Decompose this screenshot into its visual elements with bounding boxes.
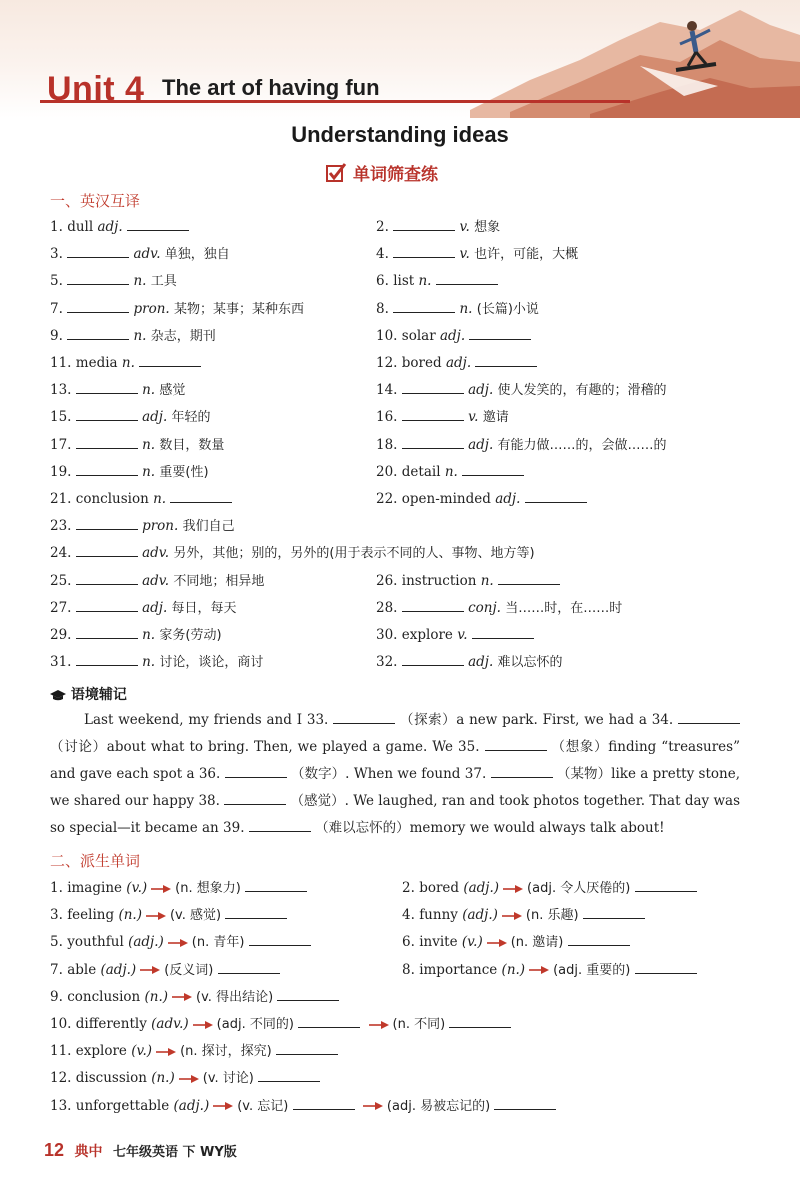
- answer-blank[interactable]: [76, 406, 138, 421]
- vocab-item: [50, 434, 224, 456]
- unit-label: Unit 4: [47, 70, 145, 108]
- item-number: 2.: [402, 880, 415, 896]
- answer-blank[interactable]: [333, 709, 395, 724]
- answer-blank[interactable]: [293, 1095, 355, 1110]
- item-pos: adj.: [495, 491, 521, 507]
- item-meaning: 有能力做……的，会做……的: [497, 437, 667, 453]
- graduation-cap-icon: [50, 689, 66, 701]
- vocab-item: [376, 651, 563, 673]
- arrow-right-icon: [168, 938, 188, 948]
- publisher-logo: 典中: [74, 1143, 103, 1159]
- item-pos: n.: [133, 327, 147, 344]
- item-pos: (n.): [144, 988, 169, 1005]
- vocab-item: [50, 597, 237, 619]
- item-pos: adj.: [97, 219, 123, 235]
- vocab-item: [50, 352, 201, 373]
- item-target: (n. 探讨，探究): [180, 1044, 272, 1060]
- answer-blank[interactable]: [678, 709, 740, 724]
- answer-blank[interactable]: [76, 597, 138, 612]
- item-pos: n.: [142, 382, 156, 399]
- item-number: 3.: [50, 246, 63, 263]
- item-word: explore: [401, 627, 453, 643]
- item-pos: (v.): [126, 880, 148, 896]
- context-segment: （感觉）. We laughed, ran and took photos together. That day was so special—it became an 39.: [50, 793, 740, 836]
- context-paragraph: [50, 707, 740, 842]
- item-word: instruction: [401, 572, 477, 589]
- answer-blank[interactable]: [67, 298, 129, 313]
- context-segment: （某物）like a pretty stone, we shared our happy 38.: [50, 766, 741, 809]
- unit-title: The art of having fun: [162, 75, 380, 100]
- item-pos: (adj.): [128, 934, 164, 951]
- answer-blank[interactable]: [225, 904, 287, 919]
- item-pos: (v.): [461, 934, 483, 951]
- answer-blank[interactable]: [224, 790, 286, 805]
- arrow-right-icon: [146, 911, 166, 921]
- vocab-item: [376, 597, 622, 619]
- arrow-right-icon: [487, 938, 507, 948]
- item-meaning: 年轻的: [171, 410, 211, 426]
- vocab-item: [50, 651, 263, 673]
- item-target: (v. 讨论): [202, 1071, 254, 1087]
- context-heading: [50, 684, 127, 704]
- derivation-item: [50, 1040, 338, 1062]
- answer-blank[interactable]: [485, 736, 547, 751]
- answer-blank[interactable]: [393, 298, 455, 313]
- answer-blank[interactable]: [276, 1040, 338, 1055]
- answer-blank[interactable]: [472, 624, 534, 639]
- derivation-item: [50, 1067, 320, 1089]
- item-number: 26.: [376, 572, 398, 589]
- item-word: funny: [419, 907, 458, 924]
- item-number: 8.: [376, 300, 389, 317]
- derivation-item: [50, 986, 339, 1008]
- item-pos: pron.: [133, 300, 170, 317]
- vocab-item: [50, 406, 211, 428]
- answer-blank[interactable]: [436, 270, 498, 285]
- item-target-2: (n. 不同): [392, 1017, 446, 1032]
- answer-blank[interactable]: [469, 325, 531, 340]
- item-pos: (n.): [501, 961, 526, 978]
- item-number: 11.: [50, 355, 72, 371]
- item-word: unforgettable: [75, 1097, 170, 1114]
- item-word: dull: [67, 219, 94, 235]
- item-pos: adv.: [142, 545, 170, 562]
- context-segment: （难以忘怀的）memory we would always talk about!: [315, 820, 665, 836]
- arrow-right-icon: [140, 965, 160, 975]
- item-pos: v.: [457, 627, 468, 643]
- section-title: Understanding ideas: [291, 122, 509, 147]
- answer-blank[interactable]: [393, 243, 455, 258]
- item-number: 23.: [50, 518, 72, 535]
- item-word: solar: [401, 327, 436, 344]
- vocab-item: [50, 298, 304, 320]
- answer-blank[interactable]: [76, 379, 138, 394]
- item-pos: adj.: [439, 327, 466, 344]
- answer-blank[interactable]: [127, 216, 189, 231]
- context-segment: Last weekend, my friends and I 33.: [84, 712, 334, 728]
- item-number: 1.: [50, 880, 63, 896]
- item-meaning: 使人发笑的，有趣的；滑稽的: [497, 383, 667, 399]
- item-pos: n.: [142, 436, 156, 453]
- item-number: 22.: [376, 491, 398, 507]
- page-footer: [44, 1140, 237, 1161]
- item-pos: n.: [418, 273, 432, 290]
- item-meaning: 每日，每天: [171, 600, 237, 616]
- answer-blank[interactable]: [583, 904, 645, 919]
- item-meaning: 当……时，在……时: [505, 600, 623, 616]
- arrow-right-icon: [369, 1020, 389, 1030]
- answer-blank[interactable]: [76, 570, 138, 585]
- item-number: 5.: [50, 273, 63, 290]
- item-meaning: 单独，独自: [164, 247, 230, 263]
- item-number: 13.: [50, 382, 72, 399]
- item-word: conclusion: [67, 988, 141, 1005]
- item-pos: n.: [133, 273, 147, 290]
- item-pos: conj.: [468, 599, 501, 616]
- item-number: 15.: [50, 409, 72, 426]
- answer-blank[interactable]: [525, 488, 587, 503]
- arrow-right-icon: [213, 1101, 233, 1111]
- answer-blank[interactable]: [76, 461, 138, 476]
- item-number: 16.: [376, 409, 398, 426]
- vocab-item: [376, 325, 531, 346]
- arrow-right-icon: [179, 1074, 199, 1084]
- answer-blank[interactable]: [245, 877, 307, 892]
- answer-blank[interactable]: [635, 959, 697, 974]
- item-meaning: 难以忘怀的: [497, 655, 563, 671]
- answer-blank[interactable]: [298, 1013, 360, 1028]
- item-word: invite: [419, 934, 458, 951]
- item-word: explore: [75, 1043, 127, 1060]
- answer-blank[interactable]: [402, 597, 464, 612]
- derivation-item: [402, 931, 630, 953]
- answer-blank[interactable]: [67, 325, 129, 340]
- vocab-item: [50, 216, 189, 237]
- item-meaning: 邀请: [482, 410, 509, 426]
- vocab-item: [50, 325, 216, 347]
- vocab-item: [50, 270, 177, 292]
- item-pos: pron.: [142, 518, 179, 535]
- item-meaning: 感觉: [159, 383, 186, 399]
- item-number: 2.: [376, 219, 389, 235]
- item-pos: n.: [142, 627, 156, 643]
- item-word: imagine: [67, 880, 122, 896]
- vocab-item: [376, 488, 587, 509]
- item-pos: adj.: [468, 654, 494, 671]
- vocab-item: [376, 434, 667, 456]
- item-pos: v.: [459, 246, 470, 263]
- item-target: (n. 乐趣): [525, 908, 579, 924]
- item-number: 10.: [376, 327, 398, 344]
- answer-blank[interactable]: [139, 352, 201, 367]
- subsection-header: [325, 160, 438, 188]
- item-meaning: 杂志，期刊: [150, 328, 216, 344]
- answer-blank[interactable]: [635, 877, 697, 892]
- answer-blank[interactable]: [393, 216, 455, 231]
- derivation-item: [50, 904, 287, 926]
- item-number: 14.: [376, 382, 398, 399]
- item-number: 7.: [50, 300, 63, 317]
- book-title: 七年级英语 下 WY版: [112, 1145, 237, 1160]
- arrow-right-icon: [363, 1101, 383, 1111]
- answer-blank[interactable]: [76, 515, 138, 530]
- item-pos: adv.: [142, 572, 170, 589]
- item-pos: (v.): [131, 1043, 153, 1060]
- item-number: 10.: [50, 1016, 72, 1032]
- item-number: 27.: [50, 599, 72, 616]
- item-word: list: [393, 273, 415, 290]
- item-pos: v.: [468, 409, 479, 426]
- item-word: conclusion: [75, 491, 149, 507]
- item-number: 1.: [50, 219, 63, 235]
- vocab-item: [50, 570, 264, 592]
- item-word: importance: [419, 961, 498, 978]
- answer-blank[interactable]: [218, 959, 280, 974]
- item-pos: adj.: [445, 355, 472, 371]
- vocab-item: [50, 379, 185, 401]
- item-pos: (adj.): [463, 880, 500, 896]
- item-number: 17.: [50, 436, 72, 453]
- item-number: 7.: [50, 961, 63, 978]
- vocab-item: [376, 624, 534, 645]
- item-meaning: 某物；某事；某种东西: [174, 301, 305, 317]
- part2-heading: 二、派生单词: [50, 852, 141, 870]
- item-meaning: (长篇)小说: [476, 301, 539, 317]
- arrow-right-icon: [502, 911, 522, 921]
- item-number: 3.: [50, 907, 63, 924]
- answer-blank[interactable]: [568, 931, 630, 946]
- arrow-right-icon: [156, 1047, 176, 1057]
- item-pos: (adj.): [462, 907, 498, 924]
- item-pos: (adv.): [151, 1016, 189, 1032]
- item-pos: n.: [459, 300, 473, 317]
- vocab-item: [376, 298, 539, 320]
- answer-blank[interactable]: [491, 763, 553, 778]
- answer-blank[interactable]: [449, 1013, 511, 1028]
- item-number: 18.: [376, 436, 398, 453]
- context-segment: （想象）finding “treasures” and gave each spot a 36.: [50, 739, 740, 782]
- item-pos: n.: [142, 463, 156, 480]
- item-number: 29.: [50, 627, 72, 643]
- item-pos: v.: [459, 219, 470, 235]
- item-number: 32.: [376, 654, 398, 671]
- item-word: differently: [75, 1016, 147, 1032]
- item-number: 6.: [376, 273, 389, 290]
- item-number: 20.: [376, 463, 398, 480]
- item-meaning: 也许，可能，大概: [474, 247, 579, 263]
- answer-blank[interactable]: [402, 434, 464, 449]
- item-number: 4.: [402, 907, 415, 924]
- answer-blank[interactable]: [170, 488, 232, 503]
- item-pos: n.: [480, 572, 494, 589]
- answer-blank[interactable]: [67, 243, 129, 258]
- item-pos: (n.): [118, 907, 142, 924]
- answer-blank[interactable]: [249, 817, 311, 832]
- item-target: (n. 邀请): [510, 935, 564, 951]
- answer-blank[interactable]: [494, 1095, 556, 1110]
- item-word: able: [67, 961, 97, 978]
- derivation-item: [50, 1095, 556, 1117]
- item-target: (v. 忘记): [237, 1098, 289, 1114]
- answer-blank[interactable]: [498, 570, 560, 585]
- answer-blank[interactable]: [277, 986, 339, 1001]
- derivation-item: [402, 959, 697, 981]
- derivation-item: [50, 1013, 511, 1035]
- item-word: feeling: [67, 907, 115, 924]
- vocab-item: [50, 243, 230, 265]
- item-number: 30.: [376, 627, 398, 643]
- part1-heading: 一、英汉互译: [50, 192, 141, 210]
- item-pos: (adj.): [173, 1097, 210, 1114]
- item-word: bored: [419, 880, 460, 896]
- answer-blank[interactable]: [76, 651, 138, 666]
- vocab-item: [376, 243, 578, 265]
- item-target: (adj. 重要的): [553, 962, 631, 978]
- context-segment: （数字）. When we found 37.: [291, 766, 491, 782]
- item-word: youthful: [67, 934, 124, 951]
- item-meaning: 数目，数量: [159, 437, 225, 453]
- item-number: 9.: [50, 327, 63, 344]
- checkbox-check-icon: [325, 162, 347, 184]
- context-heading-text: 语境辅记: [70, 687, 127, 703]
- item-meaning: 讨论，谈论，商讨: [159, 655, 264, 671]
- answer-blank[interactable]: [76, 624, 138, 639]
- item-meaning: 我们自己: [182, 519, 235, 535]
- item-target-2: (adj. 易被忘记的): [386, 1098, 491, 1114]
- item-pos: (adj.): [100, 961, 137, 978]
- context-segment: （讨论）about what to bring. Then, we played a game. We 35.: [50, 739, 485, 755]
- answer-blank[interactable]: [67, 270, 129, 285]
- arrow-right-icon: [172, 992, 192, 1002]
- subsection-title: 单词筛查练: [353, 165, 438, 185]
- vocab-item: [376, 352, 537, 373]
- vocab-item: [376, 570, 560, 591]
- item-target: (v. 得出结论): [196, 989, 274, 1005]
- item-target: (adj. 令人厌倦的): [527, 881, 631, 896]
- item-number: 12.: [376, 355, 398, 371]
- derivation-item: [50, 931, 311, 953]
- item-number: 11.: [50, 1043, 72, 1060]
- arrow-right-icon: [503, 884, 523, 894]
- vocab-item: [376, 406, 509, 428]
- item-pos: adv.: [133, 246, 161, 263]
- item-target: (adj. 不同的): [216, 1017, 294, 1032]
- vocab-item: [50, 461, 209, 483]
- answer-blank[interactable]: [76, 434, 138, 449]
- answer-blank[interactable]: [475, 352, 537, 367]
- item-meaning: 不同地；相异地: [173, 573, 265, 589]
- item-pos: adj.: [142, 409, 168, 426]
- item-number: 5.: [50, 934, 63, 951]
- item-pos: n.: [153, 491, 167, 507]
- answer-blank[interactable]: [402, 651, 464, 666]
- answer-blank[interactable]: [225, 763, 287, 778]
- vocab-item: [50, 542, 535, 564]
- vocab-item: [376, 379, 667, 401]
- answer-blank[interactable]: [249, 931, 311, 946]
- arrow-right-icon: [529, 965, 549, 975]
- item-pos: n.: [142, 654, 156, 671]
- arrow-right-icon: [193, 1020, 213, 1030]
- item-target: (n. 青年): [191, 935, 245, 951]
- item-meaning: 家务(劳动): [159, 628, 222, 643]
- item-number: 12.: [50, 1070, 72, 1087]
- item-pos: adj.: [142, 599, 168, 616]
- item-word: detail: [401, 463, 441, 480]
- item-pos: adj.: [468, 382, 494, 399]
- answer-blank[interactable]: [258, 1067, 320, 1082]
- vocab-item: [50, 624, 222, 646]
- vocab-item: [376, 270, 498, 291]
- item-pos: n.: [444, 463, 458, 480]
- vocab-item: [376, 216, 500, 238]
- item-number: 25.: [50, 572, 72, 589]
- item-meaning: 工具: [150, 274, 177, 290]
- item-pos: n.: [121, 355, 135, 371]
- page-number: 12: [44, 1140, 65, 1160]
- answer-blank[interactable]: [462, 461, 524, 476]
- item-word: open-minded: [401, 491, 491, 507]
- answer-blank[interactable]: [402, 406, 464, 421]
- item-word: discussion: [75, 1070, 147, 1087]
- item-meaning: 想象: [474, 220, 501, 235]
- vocab-item: [50, 488, 232, 509]
- item-number: 9.: [50, 988, 63, 1005]
- item-number: 13.: [50, 1097, 72, 1114]
- derivation-item: [50, 959, 280, 981]
- arrow-right-icon: [151, 884, 171, 894]
- item-number: 24.: [50, 545, 72, 562]
- item-target: (反义词): [164, 962, 214, 978]
- item-target: (n. 想象力): [175, 881, 241, 896]
- item-number: 6.: [402, 934, 415, 951]
- item-number: 31.: [50, 654, 72, 671]
- item-target: (v. 感觉): [169, 908, 222, 924]
- vocab-item: [50, 515, 235, 537]
- item-word: media: [75, 355, 118, 371]
- item-pos: adj.: [468, 436, 494, 453]
- item-word: bored: [401, 355, 442, 371]
- item-number: 21.: [50, 491, 72, 507]
- answer-blank[interactable]: [76, 542, 138, 557]
- item-meaning: 重要(性): [159, 464, 209, 480]
- derivation-item: [402, 904, 645, 926]
- derivation-item: [402, 877, 697, 899]
- item-meaning: 另外，其他；别的，另外的(用于表示不同的人、事物、地方等): [173, 546, 535, 562]
- item-number: 19.: [50, 463, 72, 480]
- context-segment: （探索）a new park. First, we had a 34.: [400, 712, 679, 728]
- item-number: 4.: [376, 246, 389, 263]
- item-number: 8.: [402, 961, 415, 978]
- answer-blank[interactable]: [402, 379, 464, 394]
- derivation-item: [50, 877, 307, 899]
- item-pos: (n.): [151, 1070, 175, 1087]
- item-number: 28.: [376, 599, 398, 616]
- vocab-item: [376, 461, 524, 482]
